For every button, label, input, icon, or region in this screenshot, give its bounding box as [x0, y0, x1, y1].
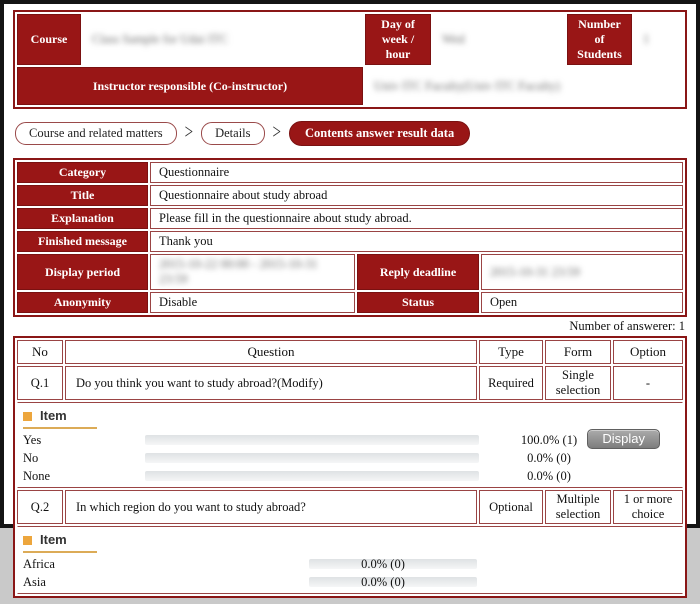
day-of-week-label: Day of week / hour [365, 14, 431, 65]
q2-question: In which region do you want to study abroad? [65, 490, 477, 524]
display-period-label: Display period [17, 254, 148, 290]
status-label: Status [357, 292, 479, 313]
reply-deadline-value-text: 2015-10-31 23:59 [490, 264, 580, 279]
anonymity-label: Anonymity [17, 292, 148, 313]
instructor-value-text: Univ ITC Faculty(Univ ITC Faculty) [374, 78, 561, 93]
item-label: Asia [23, 574, 46, 589]
explanation-value: Please fill in the questionnaire about study abroad. [150, 208, 683, 229]
column-type: Type [479, 340, 543, 364]
day-of-week-value-text: Wed [442, 32, 465, 46]
info-row-period [17, 254, 683, 290]
anonymity-value: Disable [150, 292, 355, 313]
q1-item-header-label: Item [40, 408, 67, 423]
q1-item-header-underline [23, 408, 97, 429]
result-bar-track [145, 471, 479, 481]
results-header-row [17, 340, 683, 364]
item-square-icon [23, 536, 32, 545]
course-label: Course [17, 14, 81, 65]
q1-question: Do you think you want to study abroad?(Modify) [65, 366, 477, 400]
item-percent: 0.0% (0) [361, 574, 405, 589]
q2-type: Optional [479, 490, 543, 524]
page-content [4, 4, 696, 604]
breadcrumb-separator-icon: > [184, 121, 194, 144]
status-value: Open [481, 292, 683, 313]
display-period-value-text: 2015-10-22 00:00 - 2015-10-31 23:59 [159, 257, 318, 286]
answer-count: Number of answerer: 1 [569, 319, 685, 333]
question-row-q2 [17, 490, 683, 524]
item-label: Africa [23, 556, 55, 571]
q1-item-section [17, 402, 683, 488]
q2-item-africa [18, 555, 682, 573]
course-value-text: Class Sample for Udai ITC [92, 32, 229, 46]
q2-item-section-row [17, 526, 683, 594]
q1-type: Required [479, 366, 543, 400]
title-label: Title [17, 185, 148, 206]
q2-item-header-label: Item [40, 532, 67, 547]
item-label: No [23, 450, 39, 465]
breadcrumb-course-related[interactable]: Course and related matters [15, 122, 177, 145]
category-value: Questionnaire [150, 162, 683, 183]
item-square-icon [23, 412, 32, 421]
breadcrumb [15, 121, 685, 146]
info-row-title [17, 185, 683, 206]
column-no: No [17, 340, 63, 364]
q2-no: Q.2 [17, 490, 63, 524]
item-percent: 0.0% (0) [527, 468, 571, 483]
category-label: Category [17, 162, 148, 183]
q2-item-section [17, 526, 683, 594]
q1-item-no [18, 449, 682, 467]
students-value [634, 14, 683, 65]
reply-deadline-label: Reply deadline [357, 254, 479, 290]
instructor-label: Instructor responsible (Co-instructor) [17, 67, 363, 105]
questionnaire-info-table [13, 158, 687, 317]
column-option: Option [613, 340, 683, 364]
instructor-value [365, 67, 683, 105]
item-percent: 100.0% (1) [520, 432, 578, 447]
info-row-category [17, 162, 683, 183]
course-header-table [13, 10, 687, 109]
day-of-week-value [433, 14, 565, 65]
result-bar-track [145, 435, 479, 445]
info-row-status [17, 292, 683, 313]
q1-item-header [23, 408, 682, 429]
q2-item-header-underline [23, 532, 97, 553]
question-row-q1 [17, 366, 683, 400]
q1-form: Single selection [545, 366, 611, 400]
item-percent: 0.0% (0) [361, 556, 405, 571]
column-question: Question [65, 340, 477, 364]
students-value-text: 1 [643, 32, 650, 46]
breadcrumb-details[interactable]: Details [201, 122, 264, 145]
students-label: Number of Students [567, 14, 632, 65]
display-period-value [150, 254, 355, 290]
q1-no: Q.1 [17, 366, 63, 400]
item-percent: 0.0% (0) [527, 450, 571, 465]
reply-deadline-value [481, 254, 683, 290]
explanation-label: Explanation [17, 208, 148, 229]
item-label: None [23, 468, 51, 483]
item-label: Yes [23, 432, 42, 447]
breadcrumb-separator-icon: > [272, 121, 281, 144]
q2-item-asia [18, 573, 682, 591]
column-form: Form [545, 340, 611, 364]
q1-item-none [18, 467, 682, 485]
title-value: Questionnaire about study abroad [150, 185, 683, 206]
q1-item-yes [18, 431, 682, 449]
q2-form: Multiple selection [545, 490, 611, 524]
results-table [13, 336, 687, 598]
display-button[interactable]: Display [587, 429, 660, 449]
q1-option: - [613, 366, 683, 400]
q1-item-section-row [17, 402, 683, 488]
breadcrumb-contents-answer-result[interactable]: Contents answer result data [289, 121, 470, 146]
result-bar-track [145, 453, 479, 463]
q2-option: 1 or more choice [613, 490, 683, 524]
finished-message-label: Finished message [17, 231, 148, 252]
info-row-finished-message [17, 231, 683, 252]
q2-item-header [23, 532, 682, 553]
info-row-explanation [17, 208, 683, 229]
finished-message-value: Thank you [150, 231, 683, 252]
course-value [83, 14, 363, 65]
